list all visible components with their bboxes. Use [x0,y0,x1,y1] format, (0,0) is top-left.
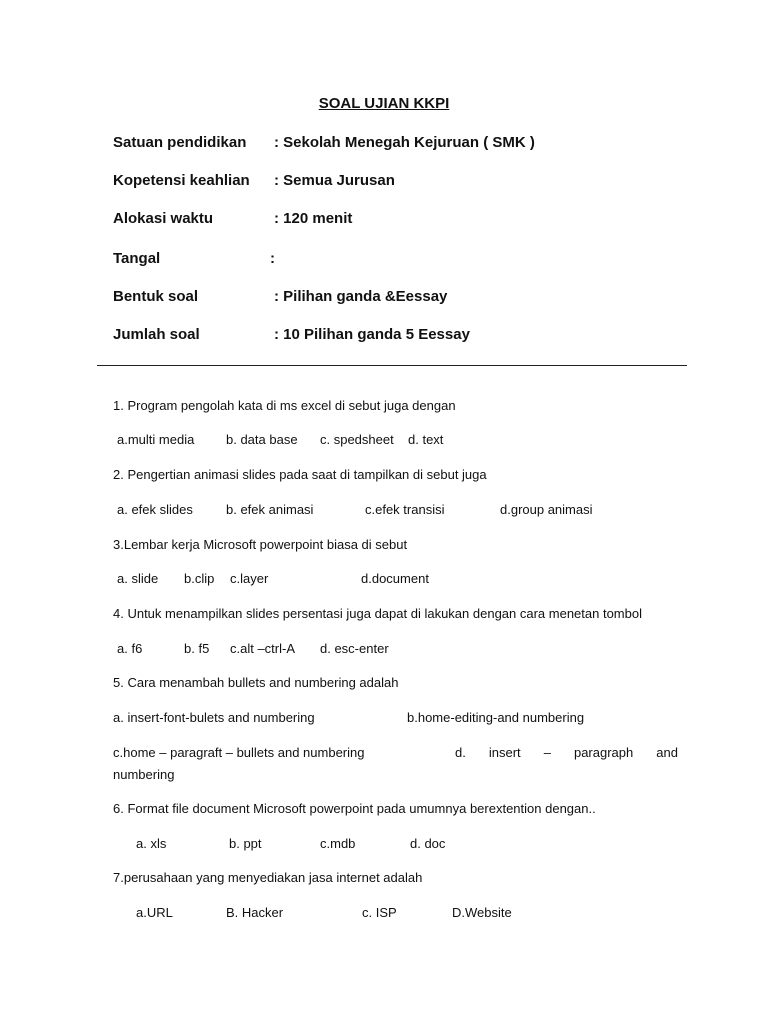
q1-option-c: c. spedsheet [320,432,394,447]
q1-option-b: b. data base [226,432,298,447]
header-label-satuan: Satuan pendidikan [113,134,247,151]
q6-option-c: c.mdb [320,836,356,851]
question-2: 2. Pengertian animasi slides pada saat di tampilkan di sebut juga [113,467,487,482]
page-title: SOAL UJIAN KKPI [318,95,450,112]
header-value-alokasi: : 120 menit [274,210,353,227]
q5-option-d-word-2: insert [488,745,521,760]
q4-option-a: a. f6 [117,641,143,656]
header-value-bentuk: : Pilihan ganda &Eessay [274,288,448,305]
header-value-jumlah: : 10 Pilihan ganda 5 Eessay [274,326,470,343]
question-3: 3.Lembar kerja Microsoft powerpoint biasa di sebut [113,537,408,552]
q5-option-d [455,745,678,760]
header-label-bentuk: Bentuk soal [113,288,199,305]
header-value-tangal: : [270,250,275,267]
q7-option-d: D.Website [452,905,512,920]
header-label-tangal: Tangal [113,250,161,267]
header-value-satuan: : Sekolah Menegah Kejuruan ( SMK ) [274,134,535,151]
q5-option-d-word-3: – [543,745,551,760]
q3-option-c: c.layer [230,571,269,586]
divider [97,365,687,366]
q2-option-c: c.efek transisi [365,502,445,517]
q6-option-b: b. ppt [229,836,262,851]
question-4: 4. Untuk menampilkan slides persentasi juga dapat di lakukan dengan cara menetan tombol [113,606,642,621]
q3-option-a: a. slide [117,571,159,586]
q1-option-d: d. text [408,432,444,447]
q7-option-c: c. ISP [362,905,397,920]
question-6: 6. Format file document Microsoft powerpoint pada umumnya berextention dengan.. [113,801,596,816]
q5-option-b: b.home-editing-and numbering [407,710,585,725]
q5-option-d-word-4: paragraph [573,745,634,760]
question-5: 5. Cara menambah bullets and numbering adalah [113,675,399,690]
q5-option-d-wrap: numbering [113,767,175,782]
q4-option-b: b. f5 [184,641,210,656]
header-value-kompetensi: : Semua Jurusan [274,172,395,189]
header-label-alokasi: Alokasi waktu [113,210,214,227]
header-label-kompetensi: Kopetensi keahlian [113,172,250,189]
q7-option-a: a.URL [136,905,173,920]
q2-option-a: a. efek slides [117,502,193,517]
q7-option-b: B. Hacker [226,905,284,920]
q3-option-d: d.document [361,571,429,586]
q5-option-c: c.home – paragraft – bullets and numbering [113,745,365,760]
header-label-jumlah: Jumlah soal [113,326,200,343]
q6-option-d: d. doc [410,836,446,851]
q4-option-c: c.alt –ctrl-A [230,641,296,656]
q5-option-d-word-1: d. [455,745,466,760]
question-7: 7.perusahaan yang menyediakan jasa internet adalah [113,870,423,885]
q2-option-b: b. efek animasi [226,502,314,517]
q4-option-d: d. esc-enter [320,641,389,656]
q5-option-d-word-5: and [656,745,678,760]
q5-option-a: a. insert-font-bulets and numbering [113,710,315,725]
q1-option-a: a.multi media [117,432,195,447]
q2-option-d: d.group animasi [500,502,593,517]
question-1: 1. Program pengolah kata di ms excel di sebut juga dengan [113,398,456,413]
q6-option-a: a. xls [136,836,167,851]
q3-option-b: b.clip [184,571,215,586]
